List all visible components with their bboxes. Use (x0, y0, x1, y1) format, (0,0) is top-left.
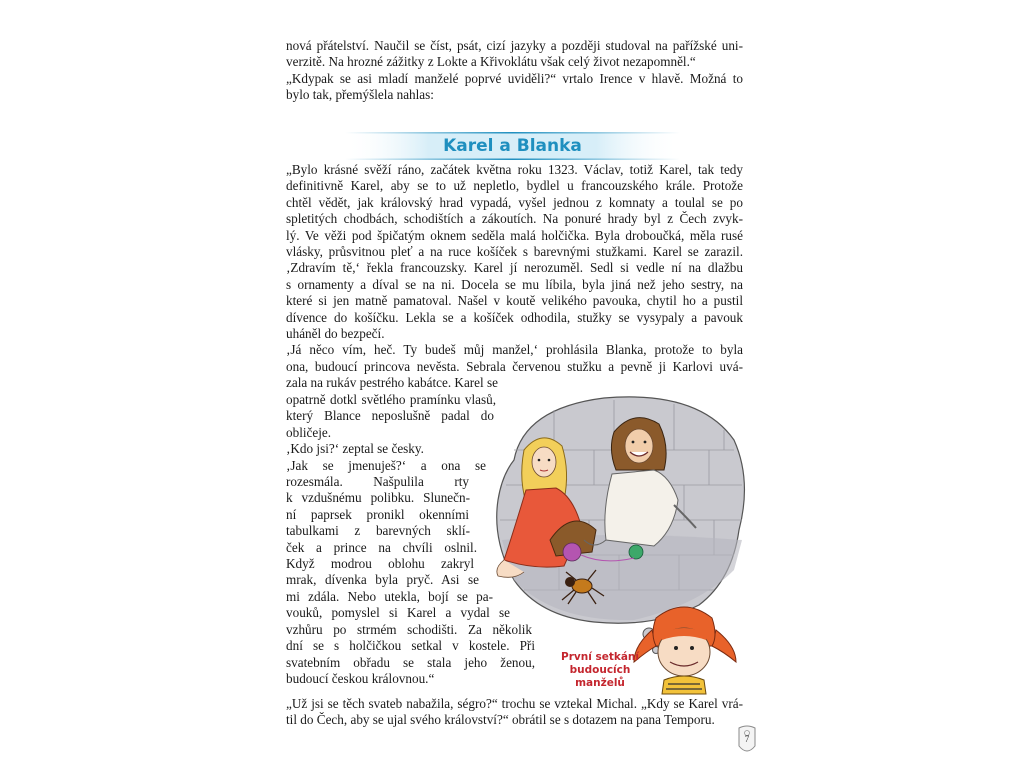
text-line: tabulkami z barevných sklí- (286, 523, 470, 539)
outro-paragraph (286, 696, 743, 729)
text-line: lý. Ve věži pod špičatým oknem seděla malá holčička. Byla droboučká, měla rusé (286, 227, 743, 243)
wrapped-story-column (286, 392, 535, 687)
page-number-emblem (736, 724, 758, 758)
text-line: ‚Zdravím tě,‘ řekla francouzsky. Karel jí nerozuměl. Sedl si vedle ní na dlažbu (286, 260, 743, 276)
text-line: ní paprsek pronikl okenními (286, 506, 469, 522)
text-line: „Bylo krásné svěží ráno, začátek května roku 1323. Václav, totiž Karel, tak tedy (286, 162, 743, 177)
text-line: s ornamenty a díval se na ni. Docela se mu líbila, byla jiná než jeho sestry, na (286, 276, 743, 292)
text-line: obličeje. (286, 424, 332, 440)
text-line: til do Čech, aby se ujal svého království?“ obrátil se s dotazem na pana Temporu. (286, 712, 715, 728)
text-line: ‚Kdo jsi?‘ zeptal se česky. (286, 441, 424, 457)
text-line: definitivně Karel, aby se to už nepletlo, bydlel u francouzského krále. Protože (286, 178, 743, 194)
text-line: chtěl vědět, jak královský hrad vypadá, vyšel jednou z komnaty a toulal se po (286, 194, 743, 210)
caption-line: budoucích manželů (569, 664, 631, 689)
text-line: spletitých chodbách, schodištích a zákoutích. Na ponuré hrady byl z Čech zvyk- (286, 211, 743, 227)
text-line: dní se s holčičkou setkal v kostele. Při (286, 638, 535, 654)
text-line: ‚Já něco vím, heč. Ty budeš můj manžel,‘ prohlásila Blanka, protože to byla (286, 342, 743, 358)
text-line: ‚Jak se jmenuješ?‘ a ona se (286, 457, 486, 473)
illustration-caption (545, 651, 655, 690)
text-line: ček a prince na chvíli oslnil. (286, 539, 477, 555)
text-line: mrak, dívenka byla pryč. Asi se (286, 572, 479, 588)
text-line: mi zdála. Nebo utekla, bojí se pa- (286, 588, 493, 604)
heading-title: Karel a Blanka (443, 136, 582, 156)
text-line: vouků, pomyslel si Karel a vydal se (286, 605, 510, 621)
text-line: ona, budoucí princova nevěsta. Sebrala červenou stužku a pevně ji Karlovi uvá- (286, 358, 743, 374)
text-line: budoucí českou královnou.“ (286, 670, 435, 686)
intro-paragraph (286, 38, 743, 104)
text-line: „Už jsi se těch svateb nabažila, ségro?“ trochu se vztekal Michal. „Kdy se Karel vrá- (286, 696, 743, 711)
caption-line: První setkání (561, 651, 639, 663)
section-heading (345, 131, 680, 161)
text-line: uháněl do bezpečí. (286, 326, 385, 342)
text-line: které si jen matně pamatoval. Našel v koutě velikého pavouka, chytil ho a pustil (286, 293, 743, 309)
page-number: 7 (744, 734, 750, 744)
story-paragraph (286, 162, 743, 392)
text-line: opatrně dotkl světlého pramínku vlasů, (286, 392, 496, 407)
text-line: verzitě. Na hrozné zážitky z Lokte a Křivoklátu však celý život nezapomněl.“ (286, 54, 696, 70)
text-line: rozesmála. Našpulila rty (286, 474, 469, 490)
text-line: který Blance neposlušně padal do (286, 408, 494, 424)
text-line: bylo tak, přemýšlela nahlas: (286, 87, 434, 103)
text-line: k vzdušnému polibku. Slunečn- (286, 490, 470, 506)
text-line: nová přátelství. Naučil se číst, psát, cizí jazyky a později studoval na pařížské uni- (286, 38, 743, 53)
text-line: vzhůru po strmém schodišti. Za několik (286, 621, 532, 637)
text-line: dívence do košíčku. Lekla se a košíček odhodila, stužky se vysypaly a pavouk (286, 309, 743, 325)
text-line: zala na rukáv pestrého kabátce. Karel se (286, 375, 498, 391)
text-line: Když modrou oblohu zakryl (286, 556, 474, 572)
text-line: vlásky, průsvitnou pleť a na ruce košíček s barevnými stužkami. Karel se zarazil. (286, 244, 743, 260)
text-line: „Kdypak se asi mladí manželé poprvé uviděli?“ vrtalo Irence v hlavě. Možná to (286, 70, 743, 86)
text-line: svatebním obřadu se stala jeho ženou, (286, 654, 535, 670)
